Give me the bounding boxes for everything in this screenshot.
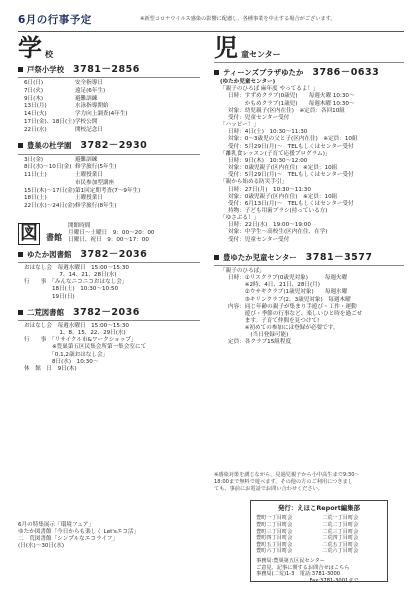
list-item: おはなし会 毎週水曜日 15:00～15:30 [24, 322, 129, 329]
contact-line: ご意見、記事に関するお問合せはこちら [256, 564, 350, 571]
list-item: ます。子育て仲間を見つけて! [228, 318, 320, 324]
left-column [18, 33, 200, 373]
square-bullet-icon [214, 70, 219, 75]
event-text: 開校記念日 [74, 126, 103, 133]
org-heading [18, 249, 200, 261]
list-item: 8日(水) 10:30～ [24, 358, 99, 365]
divider [214, 265, 404, 266]
event-text: 土曜授業日 [74, 172, 103, 179]
children-footnote [214, 472, 404, 493]
table-row [18, 80, 200, 88]
list-item: 「0,1,2歳おはなし会」 [24, 351, 109, 358]
org-heading [214, 67, 404, 79]
hours-label: 開館時間 [68, 222, 91, 229]
list-item: 内容：同じ年齢の親子が集まり手遊び・工作・運動 [228, 303, 357, 310]
divider [18, 154, 200, 155]
library-feature-exhibit [18, 522, 202, 551]
event-date: 17日(金)、18日(土) [24, 118, 75, 125]
school-heading-sub: 校 [45, 49, 53, 59]
children-section-heading [214, 33, 404, 62]
list-item: 対象：中学生～高校生(区内在住、在学) [228, 229, 328, 236]
page-title: 6月の行事予定 [18, 14, 92, 26]
school-heading-char: 学 [18, 33, 42, 62]
event-date: 22日(水) [24, 126, 47, 133]
list-item: 対象：0歳児親子(区内在住) ※定員：10組 [228, 165, 338, 172]
hours-days: 月曜日～土曜日 [68, 229, 108, 236]
list-item: 二荒二丁目町会 [322, 521, 359, 528]
library-heading-sub: 書館 [46, 232, 62, 242]
event-text: 市民参加型講座 [74, 179, 115, 186]
list-item: ※豊巣第五区民集会所第一集会室にて [24, 344, 147, 351]
list-item: 19日(日) [24, 293, 75, 300]
list-item: 二荒一丁目町会 [322, 515, 359, 522]
event-table [18, 80, 200, 134]
event-text: 水泳指導開始 [74, 103, 109, 110]
footnote-line: ても、事前にお電話でお問い合わせください。 [214, 486, 323, 493]
event-date: 15日(木)～17日(金) [24, 187, 75, 194]
library-org-1 [18, 249, 200, 301]
children-heading-sub: 童センター [241, 49, 281, 59]
event-date: 7日(火) [24, 87, 44, 94]
list-item: おはなし会 毎週水曜日 15:00～15:30 [24, 264, 129, 271]
list-item: 休 館 日 9日(木) [24, 365, 77, 372]
org-name: 豊ゆたか児童センター [223, 252, 297, 262]
list-item: 「親子のひろば」 [220, 267, 265, 274]
list-item: ②ウサギクラブ(1歳児対象) 毎週水曜 [228, 289, 348, 296]
table-row [18, 127, 200, 135]
org-tel: 3781－2856 [72, 64, 140, 75]
contact-line: 事務局:豊巣第五区民センター [256, 558, 325, 565]
header-divider [18, 31, 404, 32]
event-table [18, 157, 200, 211]
event-text: 第1回定期考査(7～9年生) [74, 187, 141, 194]
list-item: ③キリンクラブ(2、3歳児対象) 毎週木曜 [228, 296, 351, 303]
children-org-2 [214, 252, 404, 347]
org-tel: 3786－0633 [312, 67, 380, 78]
list-item: 豊町六丁目町会 [256, 548, 293, 555]
list-item: 受付：児童センター受付 [228, 236, 290, 243]
list-item: 日時：27日(月) 10:30～11:30 [228, 186, 311, 193]
event-date [18, 180, 75, 188]
event-date: 11日(土) [24, 172, 47, 179]
publisher-box [250, 500, 388, 585]
school-org-2 [18, 140, 200, 210]
library-section-heading [18, 223, 200, 245]
exhibit-line: (日(水)～30日(水) [18, 543, 64, 550]
square-bullet-icon [18, 67, 23, 72]
list-item: 豊町一丁目町会 [256, 515, 293, 522]
list-item: 二荒三丁目町会 [322, 528, 359, 535]
event-text: 学校公開 [74, 118, 98, 125]
list-item: 日時：4日(土) 10:30～11:30 [228, 129, 308, 136]
event-text: 修学旅行(8年生) [74, 203, 117, 210]
contact-line: Fax:3781-3001まで [256, 578, 359, 585]
hours-time: 9：00～17：00 [107, 237, 149, 244]
list-item: 対象：幼児親子(区内在住) ※定員：各回10組 [228, 107, 345, 114]
list-item: 7、14、21、28日(水) [24, 272, 117, 279]
hours-row [68, 237, 154, 244]
table-row [18, 203, 200, 211]
list-item: 二荒四丁目町会 [322, 535, 359, 542]
list-item: 日時：9日(木) 10:30～12:00 [228, 157, 308, 164]
table-row [18, 88, 200, 96]
square-bullet-icon [18, 252, 23, 257]
list-item: 二荒六丁目町会 [322, 548, 359, 555]
footnote-line: 18:00まで無料で遊べます。その他の方のご利用につきまし [214, 479, 353, 486]
table-row [18, 111, 200, 119]
table-row [18, 164, 200, 172]
children-org-1 [214, 67, 404, 244]
event-date: 13日(月) [24, 103, 47, 110]
list-item: ※2時、4日、21日、28日(月) [228, 282, 320, 289]
library-hours [68, 223, 154, 244]
table-row [18, 172, 200, 180]
exhibit-line: 6月の特集展示「環境フェア」 [18, 522, 94, 528]
list-item: 豊町五丁目町会 [256, 541, 293, 548]
org-tel: 3782－2036 [72, 306, 140, 318]
list-item: ※初めての参加には登録が必要です。 [228, 325, 339, 332]
square-bullet-icon [214, 255, 219, 260]
square-bullet-icon [18, 310, 23, 315]
event-date: 22日(水)～24日(金) [24, 203, 75, 210]
list-item: 「親子のひろば 麻年度 やってるよ！」 [220, 86, 319, 93]
event-date: 8日(水)～10日(金) [24, 164, 72, 171]
table-row [18, 119, 200, 127]
org-heading [18, 140, 200, 152]
org-name: 二荒図書館 [27, 307, 64, 317]
list-item: 受付：5月29日(月)～ TELもしくはセンター受付 [228, 172, 354, 179]
org-tel: 3781－3577 [305, 251, 373, 263]
list-item: 二荒五丁目町会 [322, 541, 359, 548]
org-tel: 3782－2036 [80, 248, 148, 260]
list-item: かもめクラブ(1歳児) 毎週木曜 10:30～ [228, 100, 355, 107]
list-item: 行 事 「リサイクル市&ワークショップ」 [24, 337, 137, 344]
list-item: 18日(土) 10:30～10:50 [24, 286, 119, 293]
exhibit-line: ゆたか図書館「今日からも楽しく Let'sエコ活」 [18, 529, 140, 536]
divider [18, 262, 200, 263]
contact-line: 事務局(二荒)1-3 電話:3781-3000 [256, 571, 341, 578]
publisher-list [256, 515, 382, 555]
org-name: ティーンズプラザゆたか [223, 68, 304, 77]
list-item: 行 事 「みんなニコニコおはなし会」 [24, 279, 128, 286]
event-text: 避難訓練 [74, 95, 98, 102]
org-name: 豊巣の杜学園 [27, 141, 72, 151]
list-item: 遊び・季節の行事など、楽しいひと時を過ごせ [228, 310, 363, 317]
square-bullet-icon [18, 143, 23, 148]
list-item: 日時：22日(水) 19:00～19:00 [228, 222, 311, 229]
event-text: 修学旅行(5年生) [74, 164, 117, 171]
table-row [18, 195, 200, 203]
school-org-1 [18, 64, 200, 134]
list-item: 「ゆさぶる！」 [220, 215, 260, 222]
event-text: 遠足(6年生) [74, 87, 106, 94]
org-name: 戸祭小学校 [27, 65, 64, 74]
event-text: 土曜授業日 [74, 195, 103, 202]
hours-time: 9：00～20：00 [112, 229, 155, 236]
list-item: 1、8、15、22、29日(水) [24, 330, 126, 337]
org-subtitle: (ゆたか児童センター) [220, 79, 276, 86]
event-text: 安全指導日 [74, 80, 103, 87]
list-item: 豊町四丁目町会 [256, 535, 293, 542]
hours-days: 日曜日、祝日 [68, 237, 102, 244]
list-item: 「ハッピー！」 [220, 122, 259, 129]
list-item: 「親から始める防災手引」 [220, 179, 288, 186]
table-row [18, 180, 200, 188]
list-item: 受付：児童センター受付 [228, 114, 290, 121]
list-item: 「離乳食レッスン(子育て応援プログラム)」 [220, 150, 331, 157]
list-item: 受付：5月29日(月)～ TELもしくはセンター受付 [228, 143, 354, 150]
org-heading [214, 252, 404, 264]
footnote-line: ※感染対策を講じながら、見過児親子から小中高生まで9:30～ [214, 472, 360, 478]
event-date: 9日(木) [24, 95, 44, 102]
list-item: 持物：子ども用歯ブラシ(持っている方) [228, 207, 328, 214]
list-item: 対象：0歳児親子(区内在住) ※定員：10組 [228, 193, 338, 200]
divider [214, 62, 404, 63]
event-date: 14日(火) [24, 111, 47, 118]
divider [18, 320, 200, 321]
list-item: (当日登録可能) [228, 332, 289, 339]
org-tel: 3782－2930 [80, 140, 148, 152]
org-heading [18, 307, 200, 319]
list-item: 日時：①リスクラブ(0歳児対象) 毎週火曜 [228, 275, 348, 282]
list-item: 豊町二丁目町会 [256, 521, 293, 528]
event-date: 3日(金) [24, 156, 44, 163]
event-text: 避難訓練 [74, 156, 98, 163]
divider [18, 77, 200, 78]
org-name: ゆたか図書館 [27, 249, 72, 259]
publisher-contact [256, 558, 382, 585]
event-date: 18日(土) [24, 195, 47, 202]
right-column [214, 33, 404, 347]
children-heading-char: 児 [214, 33, 238, 62]
list-item: 豊町三丁目町会 [256, 528, 293, 535]
exhibit-line: 二 荒図書館「シンプルなエコライフ」 [18, 536, 118, 543]
event-text: 学力向上調査(4年生) [74, 111, 128, 118]
list-item: 受付：6月13日(月)～ TELもしくはセンター受付 [228, 200, 354, 207]
school-section-heading [18, 33, 200, 62]
publisher-title: 発行：えほこReport編集部 [278, 504, 360, 512]
list-item: 日時：すずめクラブ(0歳児) 毎週火曜 10:30～ [228, 93, 355, 100]
library-org-2 [18, 307, 200, 373]
library-heading-char: 図 [20, 223, 38, 245]
list-item: 対象：0～3歳児の父と子(区内在住) ※定員：10組 [228, 136, 358, 143]
org-heading [18, 64, 200, 76]
list-item: 定員：各クラブ15組程度 [228, 339, 292, 346]
table-row [18, 103, 200, 111]
event-date: 6日(日) [24, 80, 44, 87]
header-note: ※新型コロナウイルス感染の影響に配慮し、各種事業を中止する場合がございます。 [140, 16, 336, 22]
